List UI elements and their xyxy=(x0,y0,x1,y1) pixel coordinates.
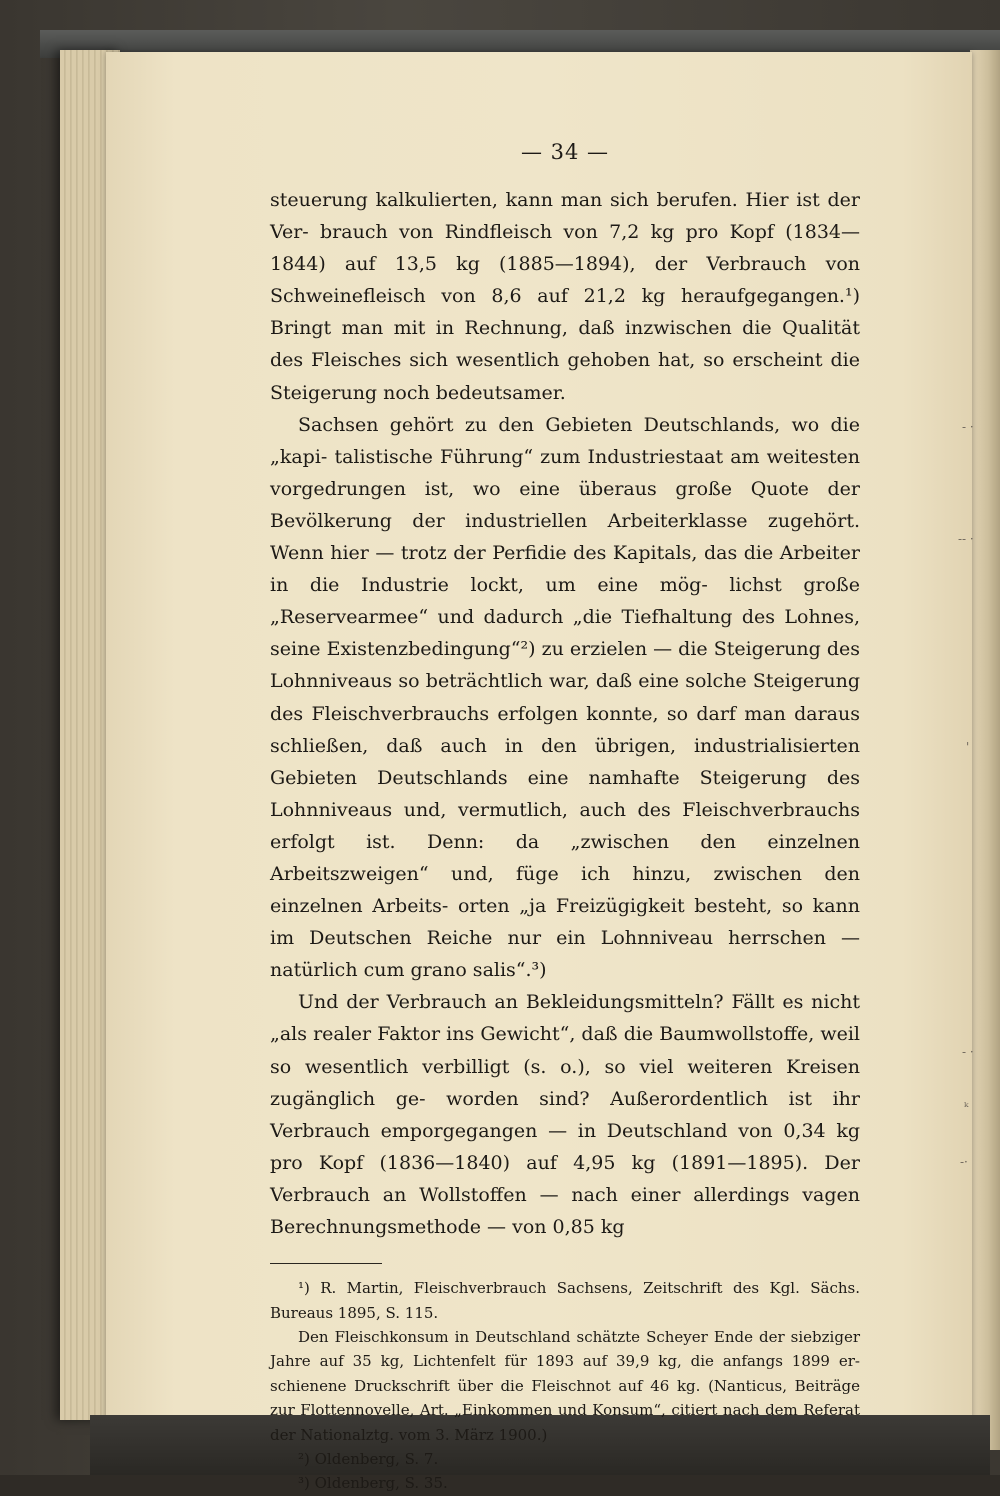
page-number: — 34 — xyxy=(520,140,610,164)
body-text xyxy=(270,184,860,1243)
footnote: ¹) R. Martin, Fleischverbrauch Sachsens, Zeitschrift des Kgl. Sächs. Bureaus 1895, S. 115. xyxy=(270,1279,860,1322)
paragraph: Und der Verbrauch an Bekleidungsmitteln? Fällt es nicht „als realer Faktor ins Gewicht“, daß die Baumwollstoffe, weil so wesentlich verbilligt (s. o.), so viel weiteren Kreisen zugänglich ge- worden sind? Außerordentlich ist ihr Verbrauch emporgegangen — in Deutschland von 0,34 kg pro Kopf (1836—1840) auf 4,95 kg (1891—1895). Der Verbrauch an Wollstoffen — nach einer allerdings vagen Berechnungsmethode — von 0,85 kg xyxy=(270,991,860,1238)
scanned-book-page: - · -- · ' - · ᵏ -· — 34 — steuerung kalkulierten, kann man sich berufen. Hier ist der Ver- brauch von Rindfleisch von 7,2 kg pro Kopf (1834—1844) auf 13,5 kg (1885—1894), der Verbrauch von Schweinefleisch von 8,6 auf 21,2 kg heraufgegangen.¹) Bringt man mit in Rechnung, daß inzwischen die Qualität des Fleisches sich wesentlich gehoben hat, so erscheint die Steigerung noch bedeutsamer. Sachsen gehört zu den Gebieten Deutschlands, wo die „kapi- talistische Führung“ zum Industriestaat am weitesten vorgedrungen ist, wo eine überaus große Quote der Bevölkerung der industriellen Arbeiterklasse zugehört. Wenn hier — trotz der Perfidie des Kapitals, das die Arbeiter in die Industrie lockt, um eine mög- lichst große „Reservearmee“ und dadurch „die Tiefhaltung des Lohnes, seine Existenzbedingung“²) zu erzielen — die Steigerung des Lohnniveaus so beträchtlich war, daß eine solche Steigerung des Fleischverbrauchs erfolgen konnte, so darf man daraus schließen, daß auch in den übrigen, industrialisierten Gebieten Deutschlands eine namhafte Steigerung des Lohnniveaus und, vermutlich, auch des Fleischverbrauchs erfolgt ist. Denn: da „zwischen den einzelnen Arbeitszweigen“ und, füge ich hinzu, zwischen den einzelnen Arbeits- orten „ja Freizügigkeit besteht, so kann im Deutschen Reiche nur ein Lohnniveau herrschen — natürlich cum grano salis“.³) Und der Verbrauch an Bekleidungsmitteln? Fällt es nicht „als realer Faktor ins Gewicht“, daß die Baumwollstoffe, weil so wesentlich verbilligt (s. o.), so viel weiteren Kreisen zugänglich ge- worden sind? Außerordentlich ist ihr Verbrauch emporgegangen — in Deutschland von 0,34 kg pro Kopf (1836—1840) auf 4,95 kg (1891—1895). Der Verbrauch an Wollstoffen — nach einer allerdings vagen Berechnungsmethode — von 0,85 kg ¹) R. Martin, Fleischverbrauch Sachsens, Zeitschrift des Kgl. Sächs. Bureaus 1895, S. 115. Den Fleischkonsum in Deutschland schätzte Scheyer Ende der siebziger Jahre auf 35 kg, Lichtenfelt für 1893 auf 39,9 kg, die anfangs 1899 er- schienene Druckschrift über die Fleischnot auf 46 kg. (Nanticus, Beiträge zur Flottennovelle, Art. „Einkommen und Konsum“, citiert nach dem Referat der Nationalztg. vom 3. März 1900.) ²) Oldenberg, S. 7. ³) Oldenberg, S. 35. xyxy=(0,0,1000,1475)
footnote: ²) Oldenberg, S. 7. xyxy=(298,1449,439,1468)
footnote: Den Fleischkonsum in Deutschland schätzte Scheyer Ende der siebziger Jahre auf 35 kg, Lichtenfelt für 1893 auf 39,9 kg, die anfangs 1899 er- schienene Druckschrift über die Fleischnot auf 46 kg. (Nanticus, Beiträge zur Flottennovelle, Art. „Einkommen und Konsum“, citiert nach dem Referat der Nationalztg. vom 3. März 1900.) xyxy=(270,1327,860,1444)
text-block xyxy=(270,140,860,1496)
footnotes xyxy=(270,1276,860,1496)
footnote: ³) Oldenberg, S. 35. xyxy=(298,1474,448,1493)
footnote-divider xyxy=(270,1263,382,1264)
paragraph: Sachsen gehört zu den Gebieten Deutschlands, wo die „kapi- talistische Führung“ zum Industriestaat am weitesten vorgedrungen ist, wo eine überaus große Quote der Bevölkerung der industriellen Arbeiterklasse zugehört. Wenn hier — trotz der Perfidie des Kapitals, das die Arbeiter in die Industrie lockt, um eine mög- lichst große „Reservearmee“ und dadurch „die Tiefhaltung des Lohnes, seine Existenzbedingung“²) zu erzielen — die Steigerung des Lohnniveaus so beträchtlich war, daß eine solche Steigerung des Fleischverbrauchs erfolgen konnte, so darf man daraus schließen, daß auch in den übrigen, industrialisierten Gebieten Deutschlands eine namhafte Steigerung des Lohnniveaus und, vermutlich, auch des Fleischverbrauchs erfolgt ist. Denn: da „zwischen den einzelnen Arbeitszweigen“ und, füge ich hinzu, zwischen den einzelnen Arbeits- orten „ja Freizügigkeit besteht, so kann im Deutschen Reiche nur ein Lohnniveau herrschen — natürlich cum grano salis“.³) xyxy=(270,413,860,982)
page-right-edge xyxy=(970,50,1000,1450)
paragraph: steuerung kalkulierten, kann man sich berufen. Hier ist der Ver- brauch von Rindfleisch von 7,2 kg pro Kopf (1834—1844) auf 13,5 kg (1885—1894), der Verbrauch von Schweinefleisch von 8,6 auf 21,2 kg heraufgegangen.¹) Bringt man mit in Rechnung, daß inzwischen die Qualität des Fleisches sich wesentlich gehoben hat, so erscheint die Steigerung noch bedeutsamer. xyxy=(270,189,860,404)
